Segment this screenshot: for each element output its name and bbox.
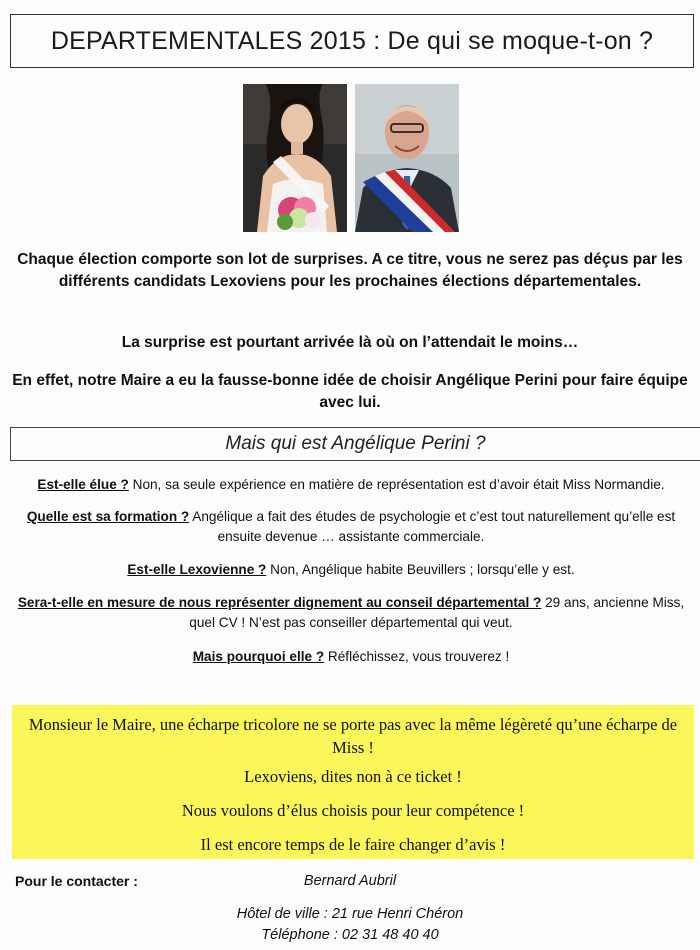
callout-line-4: Il est encore temps de le faire changer d’avis ! xyxy=(200,835,506,854)
qa-item xyxy=(8,593,694,633)
qa-answer: Non, sa seule expérience en matière de représentation est d’avoir était Miss Normandie. xyxy=(128,477,665,492)
qa-item xyxy=(8,475,694,495)
intro-paragraph-2: La surprise est pourtant arrivée là où on l’attendait le moins… xyxy=(121,334,579,351)
callout-line-3: Nous voulons d’élus choisis pour leur compétence ! xyxy=(181,801,525,820)
qa-question: Quelle est sa formation ? xyxy=(26,509,190,524)
callout-box xyxy=(12,705,694,859)
contact-phone: Téléphone : 02 31 48 40 40 xyxy=(261,927,439,943)
contact-name: Bernard Aubril xyxy=(303,873,397,889)
callout-line-2: Lexoviens, dites non à ce ticket ! xyxy=(244,767,462,786)
qa-question: Mais pourquoi elle ? xyxy=(192,649,325,664)
candidate-photo-woman xyxy=(243,84,347,232)
intro-paragraph-1: Chaque élection comporte son lot de surprises. A ce titre, vous ne serez pas déçus par les différents candidats Lexoviens pour les prochaines élections départementales. xyxy=(17,251,683,290)
qa-question: Est-elle Lexovienne ? xyxy=(127,562,267,577)
qa-question: Est-elle élue ? xyxy=(37,477,129,492)
qa-answer: 29 ans, ancienne Miss, quel CV ! N’est pas conseiller départemental qui veut. xyxy=(189,595,685,630)
qa-question: Sera-t-elle en mesure de nous représenter dignement au conseil départemental ? xyxy=(17,595,542,610)
contact-label: Pour le contacter : xyxy=(15,873,138,889)
qa-item xyxy=(8,507,694,547)
mayor-photo xyxy=(355,84,459,232)
section-heading: Mais qui est Angélique Perini ? xyxy=(10,427,700,461)
qa-answer: Réfléchissez, vous trouverez ! xyxy=(324,649,510,664)
qa-item xyxy=(8,647,694,667)
intro-paragraph-3: En effet, notre Maire a eu la fausse-bonne idée de choisir Angélique Perini pour faire équipe avec lui. xyxy=(12,372,688,411)
callout-line-1: Monsieur le Maire, une écharpe tricolore ne se porte pas avec la même légèreté qu’une écharpe de Miss ! xyxy=(28,715,678,757)
page-title: DEPARTEMENTALES 2015 : De qui se moque-t-on ? xyxy=(10,14,694,68)
contact-address: Hôtel de ville : 21 rue Henri Chéron xyxy=(236,906,464,922)
qa-item xyxy=(8,560,694,580)
qa-answer: Non, Angélique habite Beuvillers ; lorsqu’elle y est. xyxy=(266,562,575,577)
qa-answer: Angélique a fait des études de psychologie et c’est tout naturellement qu’elle est ensuite devenue … assistante commerciale. xyxy=(189,509,676,544)
